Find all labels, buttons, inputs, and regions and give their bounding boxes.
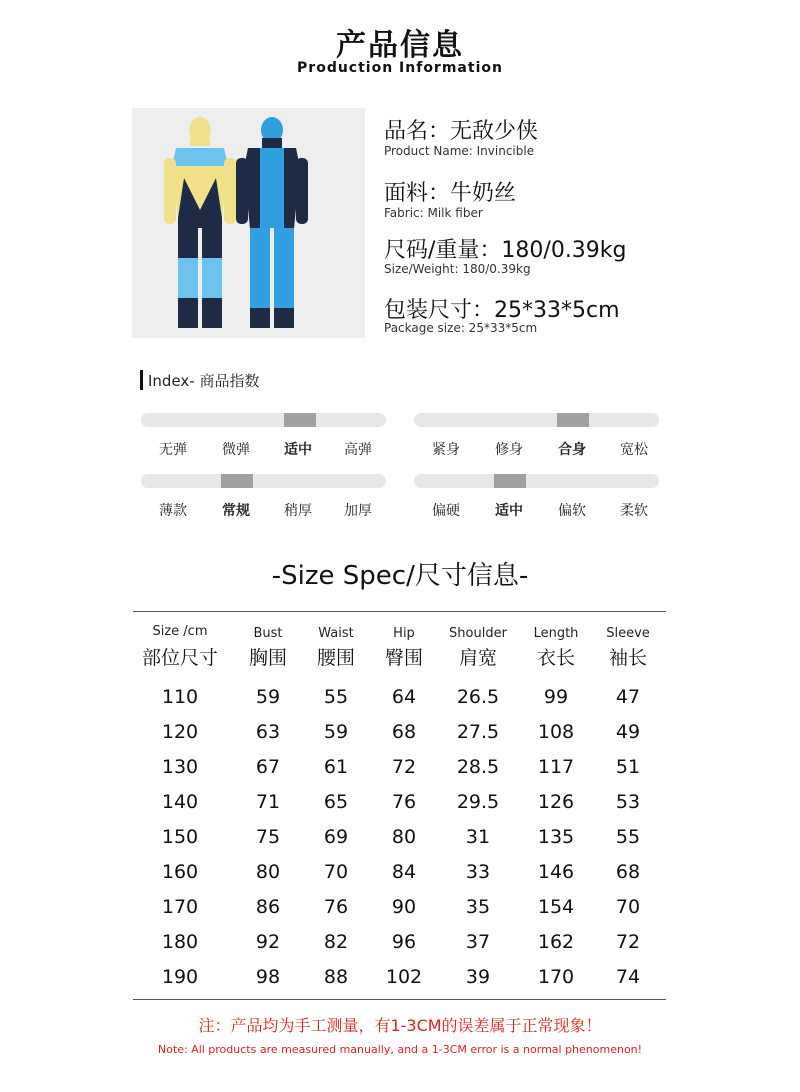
scale-label: 偏软 <box>558 503 586 519</box>
table-cell: 64 <box>391 686 417 708</box>
scale-track-softness <box>414 474 659 488</box>
table-cell: 88 <box>323 966 349 988</box>
column-header-cn: 腰围 <box>316 647 355 669</box>
column-header-en: Hip <box>393 626 415 641</box>
table-cell: 90 <box>391 896 417 918</box>
scale-indicator <box>494 474 526 488</box>
table-cell: 55 <box>323 686 349 708</box>
table-cell: 49 <box>615 721 641 743</box>
table-cell: 29.5 <box>456 791 500 813</box>
table-cell: 71 <box>255 791 281 813</box>
scale-label: 宽松 <box>620 442 648 458</box>
table-cell: 37 <box>465 931 491 953</box>
scale-indicator <box>284 413 316 427</box>
table-row <box>0 861 800 896</box>
size-spec-title: -Size Spec/尺寸信息- <box>271 561 529 591</box>
size-weight-cn: 尺码/重量：180/0.39kg <box>384 238 627 263</box>
fabric-en: Fabric: Milk fiber <box>384 206 483 220</box>
table-cell: 59 <box>255 686 281 708</box>
table-cell: 51 <box>615 756 641 778</box>
scale-label-selected: 适中 <box>495 503 523 519</box>
table-cell: 80 <box>391 826 417 848</box>
column-header-cn: 肩宽 <box>458 647 497 669</box>
table-cell: 70 <box>323 861 349 883</box>
table-cell: 96 <box>391 931 417 953</box>
table-cell-size: 190 <box>161 966 199 988</box>
table-cell: 59 <box>323 721 349 743</box>
scale-track-fit <box>414 413 659 427</box>
table-cell-size: 120 <box>161 721 199 743</box>
table-cell: 39 <box>465 966 491 988</box>
table-row <box>0 756 800 791</box>
column-header-en: Shoulder <box>449 626 507 641</box>
table-cell: 146 <box>537 861 575 883</box>
product-name-en: Product Name: Invincible <box>384 144 535 158</box>
scale-label: 无弹 <box>159 442 187 458</box>
scale-label: 偏硬 <box>432 503 460 519</box>
column-header-cn: 衣长 <box>536 647 575 669</box>
column-header-cn: 袖长 <box>608 647 647 669</box>
table-cell: 26.5 <box>456 686 500 708</box>
package-size-en: Package size: 25*33*5cm <box>384 321 538 335</box>
table-cell: 61 <box>323 756 349 778</box>
table-row <box>0 791 800 826</box>
table-cell: 55 <box>615 826 641 848</box>
table-cell-size: 130 <box>161 756 199 778</box>
scale-label: 修身 <box>495 442 523 458</box>
table-cell: 92 <box>255 931 281 953</box>
scale-track-thickness <box>141 474 386 488</box>
scale-label: 紧身 <box>432 442 460 458</box>
table-cell: 35 <box>465 896 491 918</box>
scale-track-elasticity <box>141 413 386 427</box>
table-cell: 74 <box>615 966 641 988</box>
index-marker <box>140 370 143 390</box>
table-cell: 72 <box>391 756 417 778</box>
table-row <box>0 721 800 756</box>
table-cell: 69 <box>323 826 349 848</box>
column-header-en: Sleeve <box>606 626 650 641</box>
table-cell-size: 170 <box>161 896 199 918</box>
table-row <box>0 896 800 931</box>
table-cell: 170 <box>537 966 575 988</box>
table-cell-size: 150 <box>161 826 199 848</box>
table-cell: 102 <box>385 966 423 988</box>
figure-right <box>236 117 308 328</box>
column-header-en: Bust <box>253 626 283 641</box>
figure-left <box>164 117 236 328</box>
table-cell-size: 180 <box>161 931 199 953</box>
column-header-cn: 部位尺寸 <box>141 647 218 669</box>
table-cell: 72 <box>615 931 641 953</box>
table-cell: 68 <box>391 721 417 743</box>
table-cell: 76 <box>323 896 349 918</box>
table-row <box>0 966 800 1001</box>
table-cell: 80 <box>255 861 281 883</box>
product-photo <box>132 108 365 338</box>
scale-label-selected: 常规 <box>222 503 250 519</box>
column-header-en: Waist <box>318 626 354 641</box>
measurement-note-cn: 注：产品均为手工测量，有1-3CM的误差属于正常现象！ <box>198 1016 602 1035</box>
table-cell: 65 <box>323 791 349 813</box>
scale-indicator <box>221 474 253 488</box>
table-cell: 67 <box>255 756 281 778</box>
fabric-cn: 面料：牛奶丝 <box>384 181 517 206</box>
package-size-cn: 包装尺寸：25*33*5cm <box>384 298 620 323</box>
scale-label-selected: 合身 <box>558 442 586 458</box>
table-cell: 135 <box>537 826 575 848</box>
scale-indicator <box>557 413 589 427</box>
scale-label: 微弹 <box>222 442 250 458</box>
scale-label: 加厚 <box>344 503 372 519</box>
table-cell: 70 <box>615 896 641 918</box>
table-cell: 86 <box>255 896 281 918</box>
table-cell: 108 <box>537 721 575 743</box>
table-cell: 28.5 <box>456 756 500 778</box>
table-cell: 154 <box>537 896 575 918</box>
table-cell-size: 160 <box>161 861 199 883</box>
table-row <box>0 826 800 861</box>
table-cell: 98 <box>255 966 281 988</box>
scale-label: 柔软 <box>620 503 648 519</box>
table-cell-size: 140 <box>161 791 199 813</box>
scale-label: 稍厚 <box>284 503 312 519</box>
table-cell: 68 <box>615 861 641 883</box>
table-bottom-divider <box>133 999 666 1000</box>
product-name-cn: 品名：无敌少侠 <box>384 119 539 144</box>
table-cell: 84 <box>391 861 417 883</box>
measurement-note-en: Note: All products are measured manually, and a 1-3CM error is a normal phenomenon! <box>157 1043 643 1056</box>
index-title: Index- 商品指数 <box>148 372 260 390</box>
table-cell: 162 <box>537 931 575 953</box>
column-header-en: Length <box>533 626 579 641</box>
page-subtitle: Production Information <box>297 60 503 76</box>
size-weight-en: Size/Weight: 180/0.39kg <box>384 262 531 276</box>
column-header-en: Size /cm <box>152 624 208 639</box>
table-cell: 63 <box>255 721 281 743</box>
table-cell: 76 <box>391 791 417 813</box>
scale-label-selected: 适中 <box>284 442 312 458</box>
table-cell: 117 <box>537 756 575 778</box>
table-cell: 53 <box>615 791 641 813</box>
scale-label: 薄款 <box>159 503 187 519</box>
table-cell: 126 <box>537 791 575 813</box>
table-cell: 27.5 <box>456 721 500 743</box>
table-cell: 99 <box>543 686 569 708</box>
table-cell: 33 <box>465 861 491 883</box>
page-title: 产品信息 <box>336 28 464 63</box>
table-cell: 82 <box>323 931 349 953</box>
table-cell: 47 <box>615 686 641 708</box>
table-row <box>0 686 800 721</box>
table-cell: 75 <box>255 826 281 848</box>
table-cell-size: 110 <box>161 686 199 708</box>
scale-label: 高弹 <box>344 442 372 458</box>
column-header-cn: 胸围 <box>248 647 287 669</box>
column-header-cn: 臀围 <box>384 647 423 669</box>
table-top-divider <box>133 611 666 612</box>
table-cell: 31 <box>465 826 491 848</box>
table-row <box>0 931 800 966</box>
